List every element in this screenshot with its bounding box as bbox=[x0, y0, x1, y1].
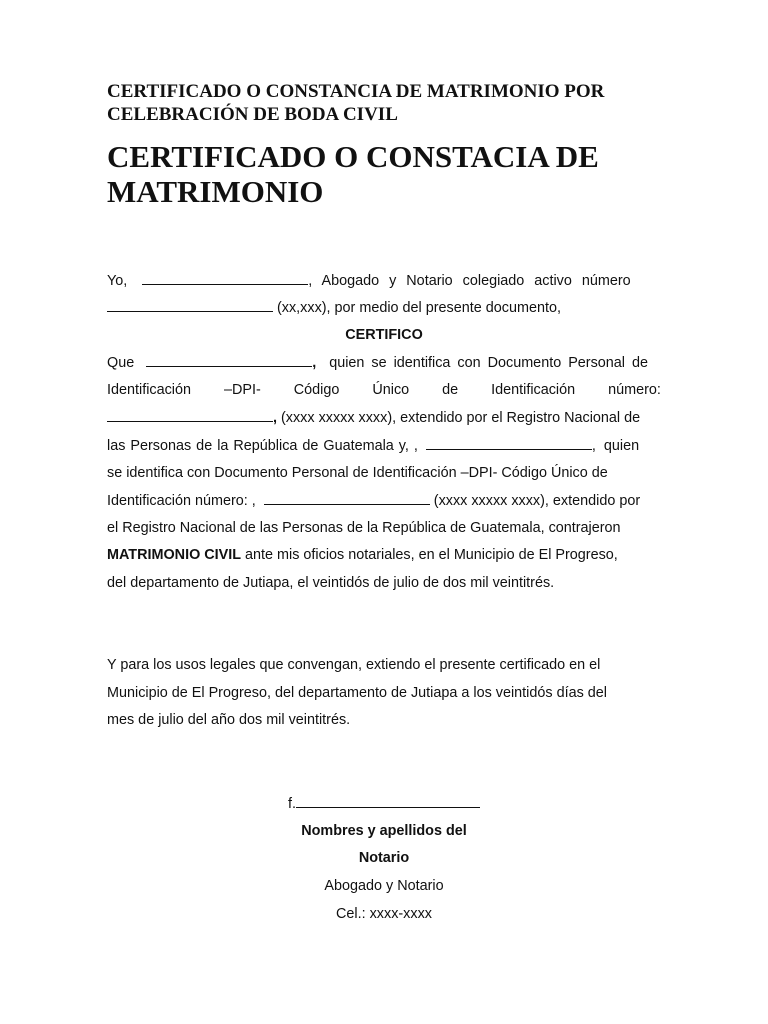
text-matrimonio-civil: MATRIMONIO CIVIL bbox=[107, 547, 242, 563]
text-l6-tail: (xxxx xxxxx xxxx), extendido por bbox=[429, 493, 641, 509]
p2-line-1 bbox=[107, 352, 661, 373]
notary-name-line-2: Notario bbox=[358, 850, 410, 866]
text-l4-head: las Personas de la República de Guatemala y, , bbox=[107, 438, 418, 454]
notary-phone: Cel.: xxxx-xxxx bbox=[336, 906, 432, 922]
signature-f-label: f. bbox=[288, 796, 296, 812]
text-l4-tail: , quien bbox=[591, 438, 640, 454]
text-numero-tail: (xx,xxx), por medio del presente documento, bbox=[273, 300, 561, 316]
text-que: Que bbox=[107, 355, 135, 371]
signature-blank bbox=[296, 793, 480, 808]
spouse-2-dpi-blank bbox=[264, 490, 430, 505]
text-l6-head: Identificación número: , bbox=[107, 493, 256, 509]
p2-line-7: el Registro Nacional de las Personas de la República de Guatemala, contrajeron bbox=[107, 520, 621, 536]
document-subtitle bbox=[107, 80, 687, 126]
text-l8-tail: ante mis oficios notariales, en el Municipio de El Progreso, bbox=[241, 547, 618, 563]
p2-line-5: se identifica con Documento Personal de Identificación –DPI- Código Único de bbox=[107, 465, 608, 481]
signature-line bbox=[0, 793, 768, 814]
notary-role: Abogado y Notario bbox=[324, 878, 444, 894]
notary-name-blank bbox=[142, 270, 308, 285]
word: –DPI- bbox=[223, 382, 261, 398]
text-bold-comma: , bbox=[273, 410, 277, 426]
p2-line-8 bbox=[107, 545, 661, 565]
p3-line-1: Y para los usos legales que convengan, extiendo el presente certificado en el bbox=[107, 657, 601, 673]
subtitle-line-2: CELEBRACIÓN DE BODA CIVIL bbox=[107, 104, 398, 125]
text-abogado: , Abogado y Notario colegiado activo número bbox=[308, 273, 631, 289]
text-identifica: quien se identifica con Documento Personal de bbox=[322, 355, 648, 371]
word: número: bbox=[608, 382, 661, 398]
word: Código bbox=[293, 382, 340, 398]
spouse-2-name-blank bbox=[426, 435, 592, 450]
p1-line-1 bbox=[107, 270, 661, 291]
subtitle-line-1: CERTIFICADO O CONSTANCIA DE MATRIMONIO POR bbox=[107, 81, 605, 102]
spouse-1-name-blank bbox=[146, 352, 312, 367]
p2-line-4 bbox=[107, 435, 661, 456]
p1-line-2 bbox=[107, 297, 661, 318]
word: Identificación bbox=[491, 382, 576, 398]
word: de bbox=[442, 382, 459, 398]
text-l3-tail: (xxxx xxxxx xxxx), extendido por el Registro Nacional de bbox=[277, 410, 641, 426]
notary-name-line-1: Nombres y apellidos del bbox=[301, 823, 467, 839]
text-bold-comma: , bbox=[312, 355, 317, 371]
p3-line-3: mes de julio del año dos mil veintitrés. bbox=[107, 712, 351, 728]
p2-line-9: del departamento de Jutiapa, el veintidós de julio de dos mil veintitrés. bbox=[107, 575, 555, 591]
text-yo: Yo, bbox=[107, 273, 128, 289]
word: Único bbox=[372, 382, 410, 398]
p3-line-2: Municipio de El Progreso, del departamento de Jutiapa a los veintidós días del bbox=[107, 685, 607, 701]
spouse-1-dpi-blank bbox=[107, 407, 273, 422]
document-title bbox=[107, 139, 707, 209]
certifico-heading: CERTIFICO bbox=[345, 327, 423, 343]
p2-line-6 bbox=[107, 490, 661, 511]
p2-line-3 bbox=[107, 407, 661, 428]
colegiado-number-blank bbox=[107, 297, 273, 312]
p2-line-2 bbox=[107, 380, 661, 400]
title-line-2: MATRIMONIO bbox=[107, 174, 324, 209]
word: Identificación bbox=[107, 382, 191, 398]
title-line-1: CERTIFICADO O CONSTACIA DE bbox=[107, 139, 599, 174]
